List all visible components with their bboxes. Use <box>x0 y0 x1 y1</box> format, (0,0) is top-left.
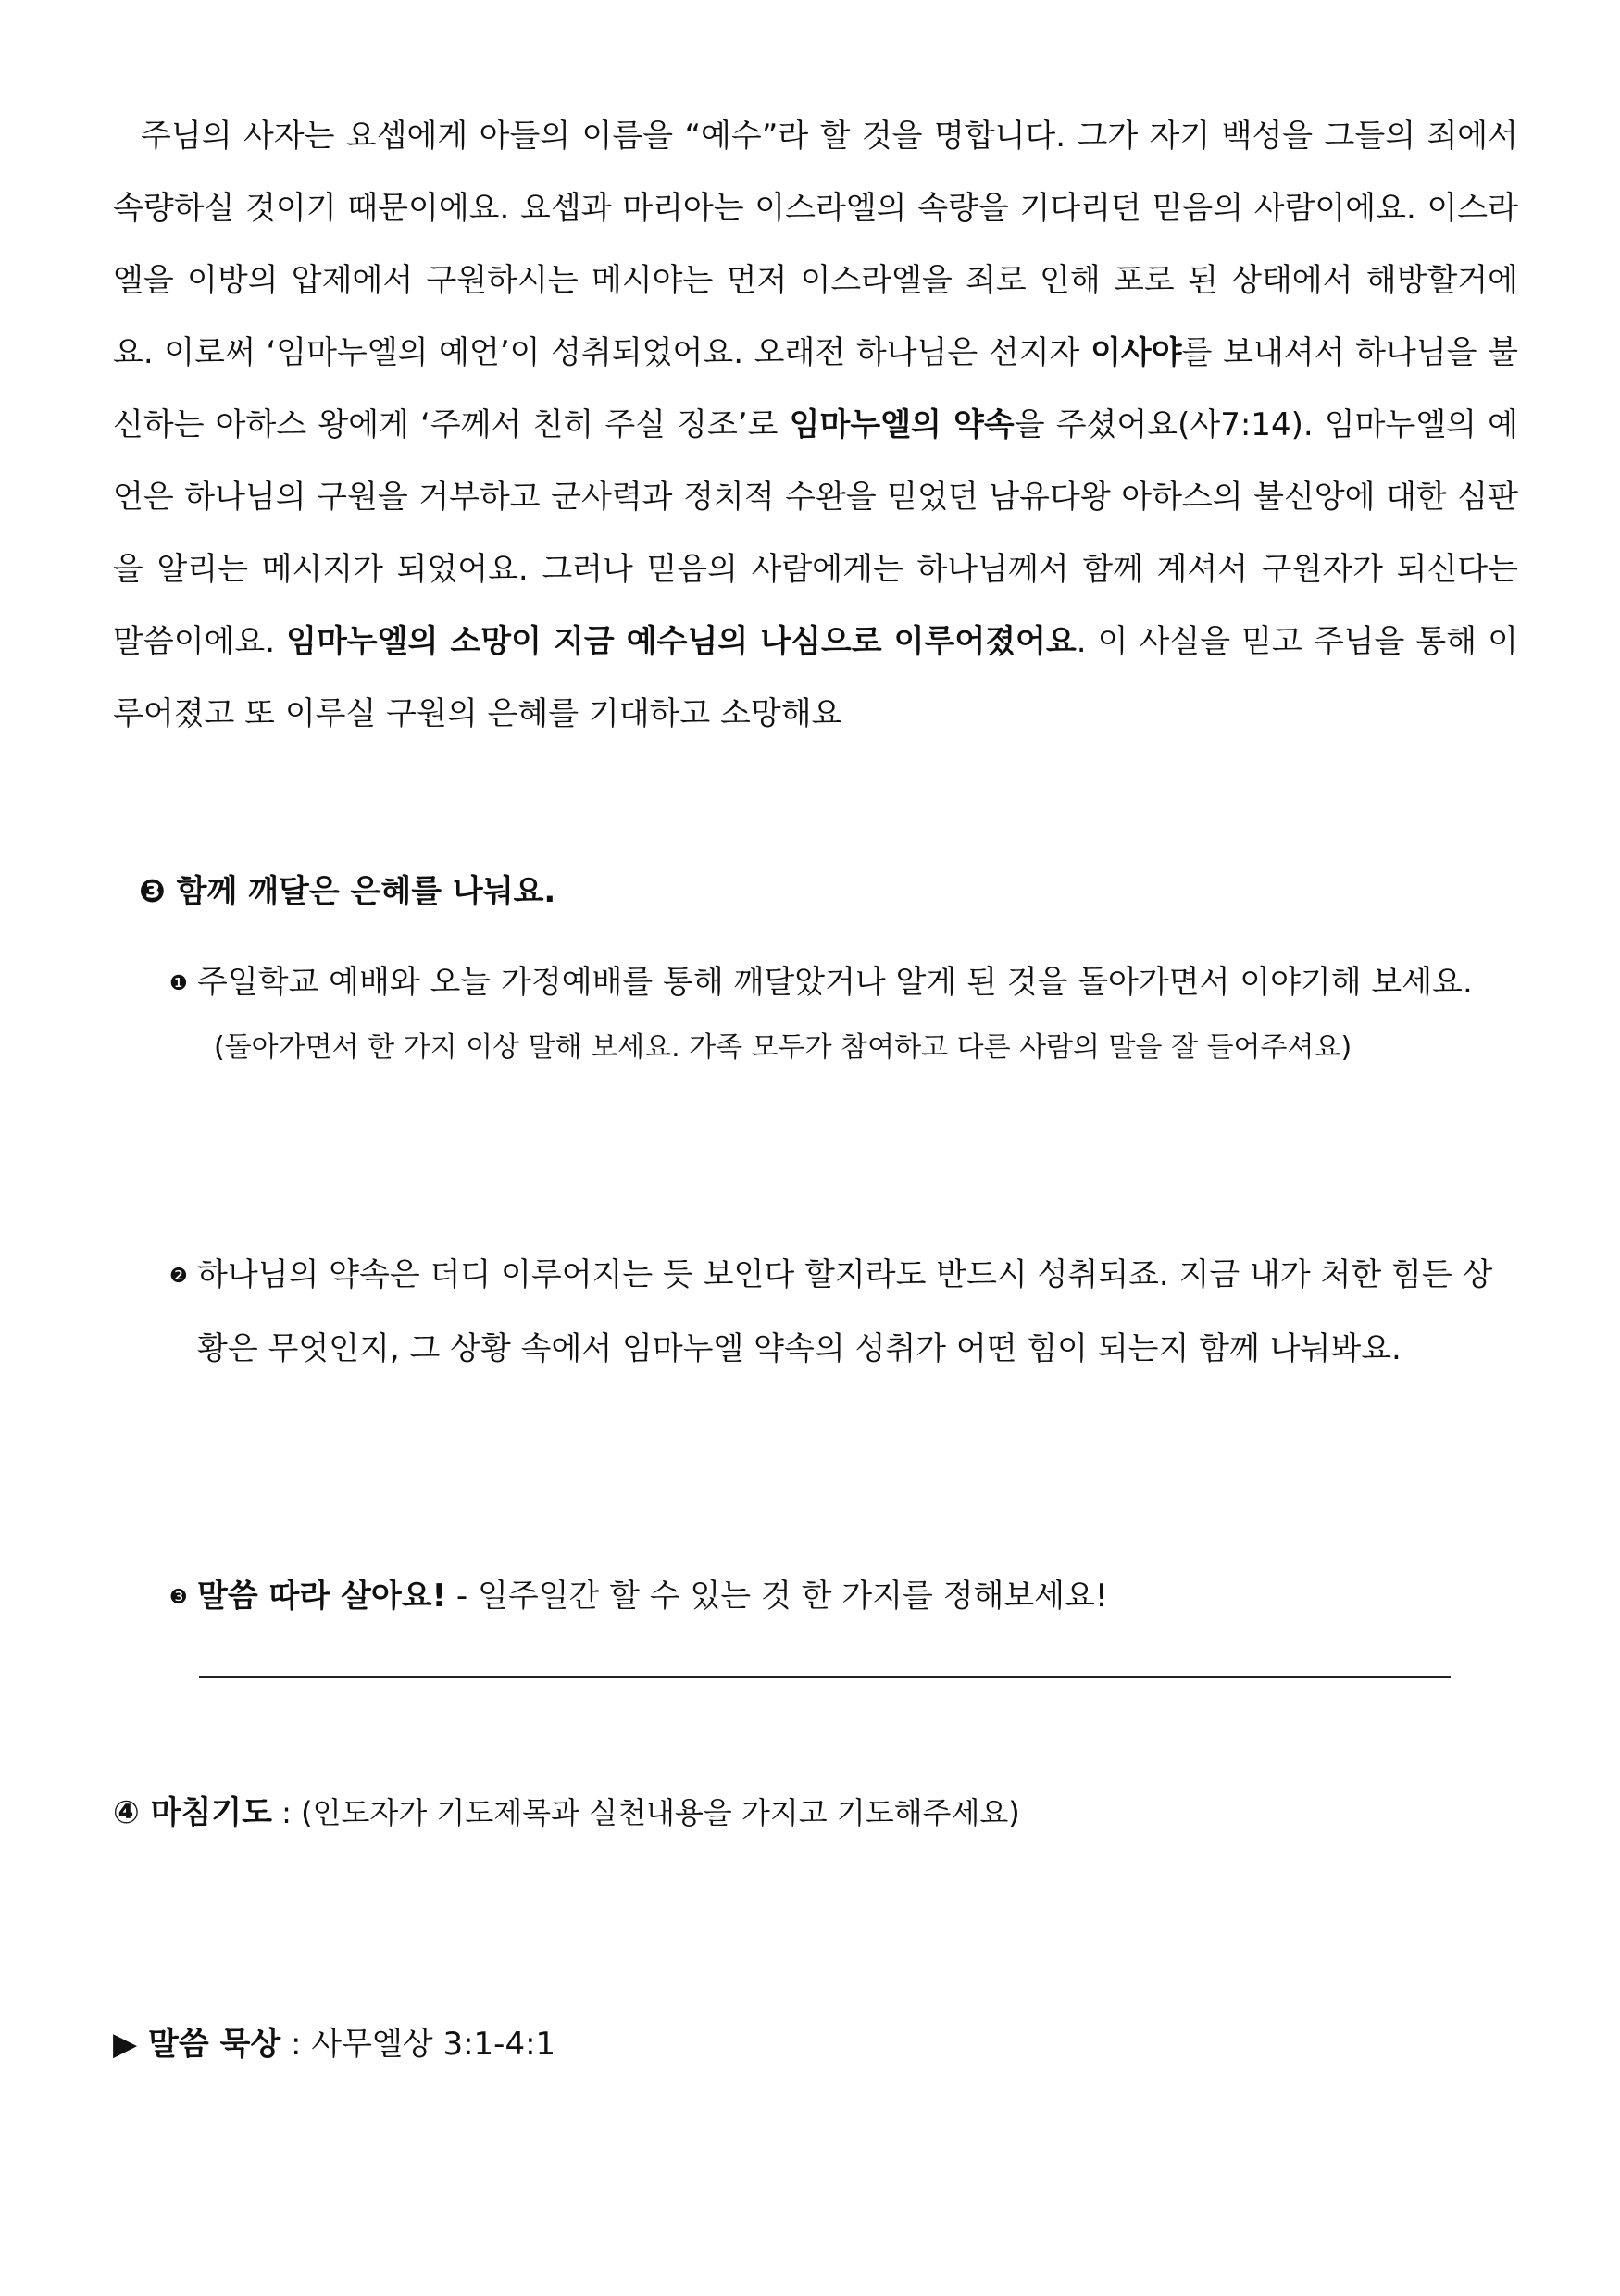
intro-bold-immanuel-promise: 임마누엘의 약속 <box>789 406 1015 443</box>
word-meditation <box>113 2018 555 2064</box>
item-2-line-2: 황은 무엇인지, 그 상황 속에서 임마누엘 약속의 성취가 어떤 힘이 되는지 함께 나눠봐요. <box>197 1329 1402 1367</box>
closing-prayer-text: : (인도자가 기도제목과 실천내용을 가지고 기도해주세요) <box>272 1795 1020 1830</box>
item-1-marker: ❶ <box>169 971 188 995</box>
closing-prayer-label: ④ 마침기도 <box>113 1794 272 1831</box>
word-meditation-label: ▶ 말씀 묵상 <box>113 2026 281 2063</box>
intro-text-2: 를 보내셔서 하나님을 불신하는 아하스 왕에게 ‘주께서 친히 주실 징조’로 <box>113 334 1518 443</box>
word-meditation-text: : 사무엘상 3:1-4:1 <box>280 2026 556 2063</box>
section-heading-share-grace: ❸ 함께 깨달은 은혜를 나눠요. <box>139 873 556 910</box>
item-3-marker: ❸ <box>169 1585 188 1609</box>
item-1-note: (돌아가면서 한 가지 이상 말해 보세요. 가족 모두가 참여하고 다른 사람의 말을 잘 들어주셔요) <box>214 1030 1352 1064</box>
intro-text-1: 주님의 사자는 요셉에게 아들의 이름을 “예수”라 할 것을 명합니다. 그가 자기 백성을 그들의 죄에서 속량하실 것이기 때문이에요. 요셉과 마리아는 이스라엘의 속량을 기다리던 믿음의 사람이에요. 이스라엘을 이방의 압제에서 구원하시는 메시야는 먼저 이스라엘을 죄로 인해 포로 된 상태에서 해방할거에요. 이로써 ‘임마누엘의 예언’이 성취되었어요. 오래전 하나님은 선지자 <box>113 118 1518 371</box>
item-2-marker: ❷ <box>169 1264 188 1288</box>
item-3-bold-label: 말씀 따라 살아요! <box>197 1578 447 1615</box>
intro-text-4: . 이 사실을 믿고 주님을 통해 이루어졌고 또 이루실 구원의 은혜를 기대하고 소망해요 <box>113 623 1518 732</box>
intro-bold-immanuel-hope: 임마누엘의 소망이 지금 예수님의 나심으로 이루어졌어요 <box>286 623 1077 660</box>
item-2-line-1: 하나님의 약속은 더디 이루어지는 듯 보인다 할지라도 반드시 성취되죠. 지금 내가 처한 힘든 상 <box>197 1256 1493 1293</box>
question-item-3 <box>169 1560 1521 1634</box>
item-3-text: - 일주일간 할 수 있는 것 한 가지를 정해보세요! <box>446 1578 1108 1615</box>
intro-paragraph <box>113 100 1518 750</box>
closing-prayer <box>113 1787 1020 1832</box>
question-item-1 <box>169 946 1521 1076</box>
question-item-2 <box>169 1239 1521 1385</box>
intro-text-3: 을 주셨어요(사7:14). 임마누엘의 예언은 하나님의 구원을 거부하고 군사력과 정치적 수완을 믿었던 남유다왕 아하스의 불신앙에 대한 심판을 알리는 메시지가 되었어요. 그러나 믿음의 사람에게는 하나님께서 함께 계셔서 구원자가 되신다는 말씀이에요. <box>113 406 1518 660</box>
answer-line <box>199 1676 1451 1678</box>
item-1-text: 주일학교 예배와 오늘 가정예배를 통해 깨달았거나 알게 된 것을 돌아가면서 이야기해 보세요. <box>197 964 1473 1001</box>
intro-bold-isaiah: 이사야 <box>1090 334 1182 371</box>
